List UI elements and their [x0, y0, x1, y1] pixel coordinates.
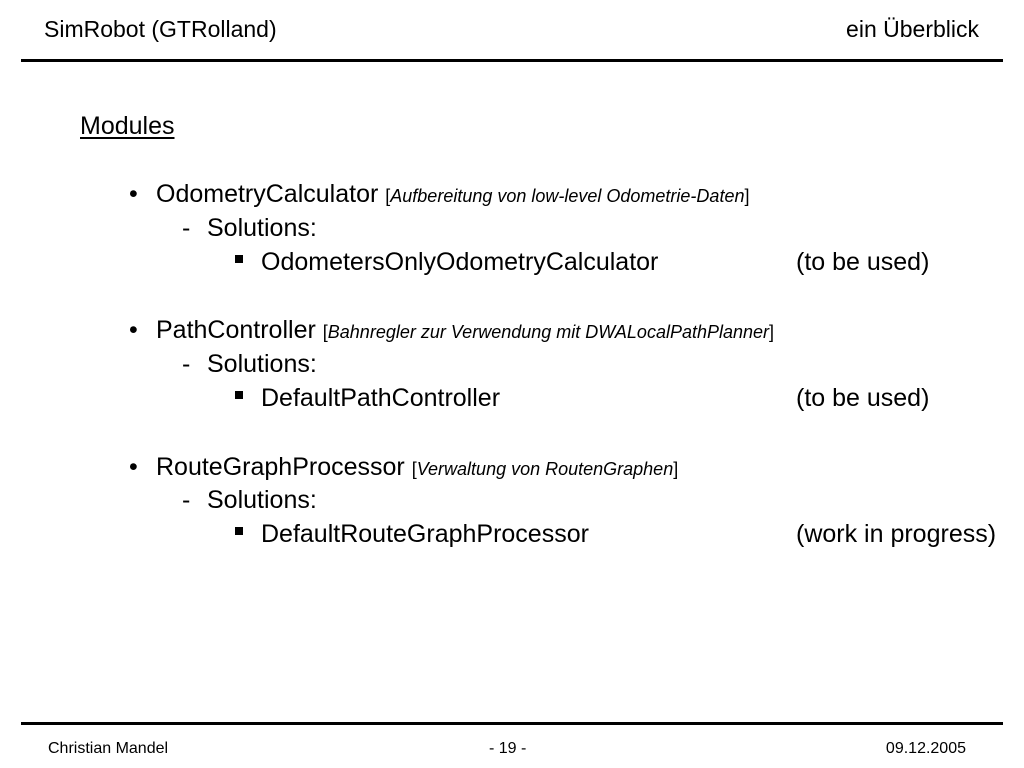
dash-icon: - [182, 214, 191, 242]
solution-name: DefaultRouteGraphProcessor [261, 520, 589, 548]
module-description: [Aufbereitung von low-level Odometrie-Daten] [385, 186, 750, 206]
square-bullet-icon [235, 527, 243, 535]
dash-icon: - [182, 486, 191, 514]
bullet-icon: • [129, 316, 138, 344]
module-name: PathController [156, 316, 316, 344]
module-item-odometry-calculator [129, 179, 749, 211]
section-heading: Modules [80, 112, 175, 140]
square-bullet-icon [235, 391, 243, 399]
square-bullet-icon [235, 255, 243, 263]
solution-item [235, 247, 658, 277]
bullet-icon: • [129, 180, 138, 208]
module-item-route-graph-processor [129, 452, 678, 484]
page-number: - 19 - [489, 740, 527, 757]
solution-item [235, 519, 589, 549]
solutions-label: - Solutions: [182, 214, 317, 242]
module-name: RouteGraphProcessor [156, 453, 405, 481]
solution-item [235, 383, 500, 413]
solution-status: (to be used) [796, 248, 930, 276]
solutions-label: - Solutions: [182, 486, 317, 514]
solution-status: (work in progress) [796, 520, 997, 548]
module-description: [Bahnregler zur Verwendung mit DWALocalPathPlanner] [322, 322, 775, 342]
footer-author: Christian Mandel [48, 740, 169, 757]
bullet-icon: • [129, 453, 138, 481]
module-name: OdometryCalculator [156, 180, 379, 208]
module-description: [Verwaltung von RoutenGraphen] [411, 459, 679, 479]
footer-divider [21, 722, 1003, 725]
module-item-path-controller [129, 315, 774, 347]
solutions-label: - Solutions: [182, 350, 317, 378]
solution-name: DefaultPathController [261, 384, 501, 412]
slide-header-title: SimRobot (GTRolland) [44, 16, 277, 42]
slide-header-subtitle: ein Überblick [846, 16, 979, 42]
solution-name: OdometersOnlyOdometryCalculator [261, 248, 659, 276]
dash-icon: - [182, 350, 191, 378]
solution-status: (to be used) [796, 384, 930, 412]
footer-date: 09.12.2005 [885, 740, 966, 757]
header-divider [21, 59, 1003, 62]
